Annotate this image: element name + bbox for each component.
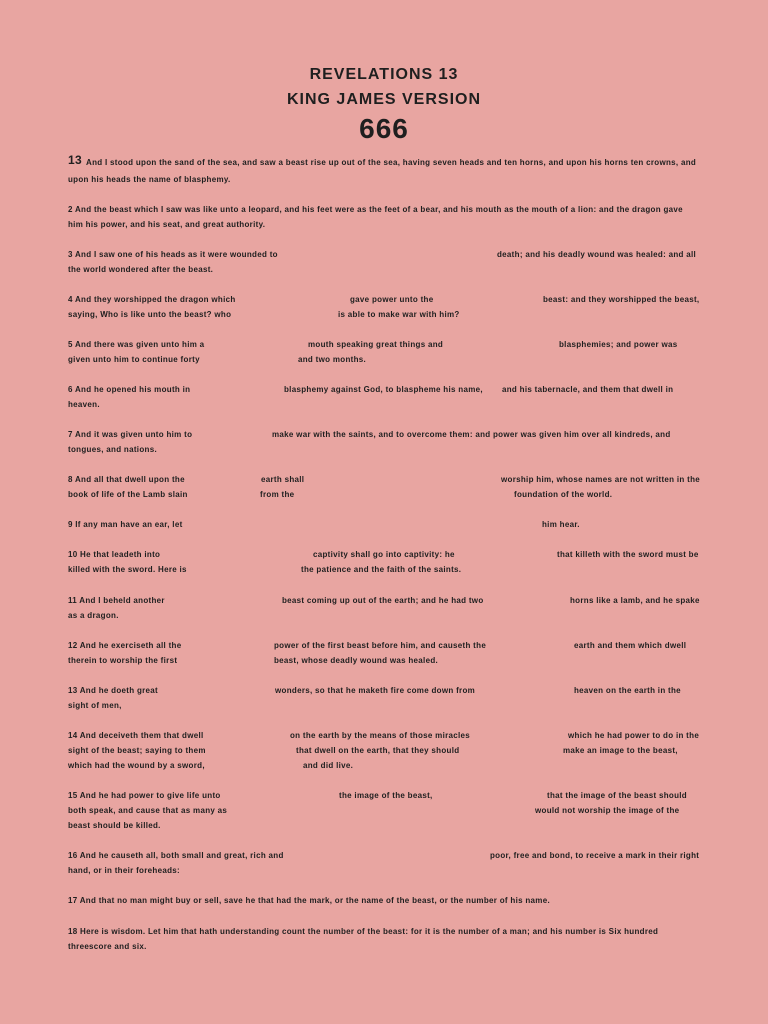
verse-line xyxy=(68,564,708,576)
verse-text: make war with the saints, and to overcome them: and power was given him over all kindreds, and xyxy=(272,430,671,439)
verse-text: 10 He that leadeth into xyxy=(68,550,161,559)
verse-text: 12 And he exerciseth all the xyxy=(68,641,182,650)
verse-line xyxy=(68,895,708,907)
verse-text: earth and them which dwell xyxy=(574,641,687,650)
verse-text: 8 And all that dwell upon the xyxy=(68,475,185,484)
verse-line xyxy=(68,941,708,953)
verse-line xyxy=(68,249,708,261)
verse-text: gave power unto the xyxy=(350,295,434,304)
verse-line xyxy=(68,685,708,697)
verse-line xyxy=(68,926,708,938)
verse-line xyxy=(68,309,708,321)
verse-text: 7 And it was given unto him to xyxy=(68,430,193,439)
verse-text: killed with the sword. Here is xyxy=(68,565,187,574)
verse-text: 15 And he had power to give life unto xyxy=(68,791,221,800)
verse-text: sight of the beast; saying to them xyxy=(68,746,206,755)
verse-line xyxy=(68,595,708,607)
verse-text: on the earth by the means of those miracles xyxy=(290,731,471,740)
verse-line xyxy=(68,204,708,216)
verse-text: him hear. xyxy=(542,520,580,529)
verse-line xyxy=(68,519,708,531)
verse-text: 14 And deceiveth them that dwell xyxy=(68,731,204,740)
verse-text: blasphemy against God, to blaspheme his name, xyxy=(284,385,483,394)
verse-line xyxy=(68,730,708,742)
verse-text: book of life of the Lamb slain xyxy=(68,490,188,499)
verse-text: threescore and six. xyxy=(68,942,147,951)
verse-line xyxy=(68,549,708,561)
verse-text: 5 And there was given unto him a xyxy=(68,340,205,349)
verse-text: beast coming up out of the earth; and he had two xyxy=(282,596,484,605)
verse-text: earth shall xyxy=(261,475,305,484)
verse-text: from the xyxy=(260,490,295,499)
verse-line xyxy=(68,474,708,486)
verse-text: mouth speaking great things and xyxy=(308,340,444,349)
verse-text: death; and his deadly wound was healed: and all xyxy=(497,250,697,259)
verse-text: 4 And they worshipped the dragon which xyxy=(68,295,236,304)
verse-line xyxy=(68,865,708,877)
verse-text: power of the first beast before him, and causeth the xyxy=(274,641,487,650)
verse-text: 18 Here is wisdom. Let him that hath understanding count the number of the beast: for it is the number of a man; and his number is Six hundred xyxy=(68,927,659,936)
verse-text: and two months. xyxy=(298,355,367,364)
verse-line xyxy=(68,820,708,832)
verse-text: beast should be killed. xyxy=(68,821,161,830)
verse-line xyxy=(68,174,708,186)
verse-text: 17 And that no man might buy or sell, save he that had the mark, or the name of the beast, or the number of his name. xyxy=(68,896,550,905)
verse-text: the image of the beast, xyxy=(339,791,433,800)
verse-text: 9 If any man have an ear, let xyxy=(68,520,183,529)
version-subtitle: KING JAMES VERSION xyxy=(286,91,482,108)
verse-text: is able to make war with him? xyxy=(338,310,460,319)
verse-line xyxy=(68,153,708,169)
verse-text: and did live. xyxy=(303,761,354,770)
verse-text: hand, or in their foreheads: xyxy=(68,866,180,875)
verse-text: make an image to the beast, xyxy=(563,746,678,755)
verse-text: 13 And he doeth great xyxy=(68,686,159,695)
verse-line xyxy=(68,745,708,757)
verse-text: tongues, and nations. xyxy=(68,445,157,454)
verse-line xyxy=(68,444,708,456)
verse-text: captivity shall go into captivity: he xyxy=(313,550,455,559)
verse-line xyxy=(68,264,708,276)
verse-text: And I stood upon the sand of the sea, and saw a beast rise up out of the sea, having seven heads and ten horns, and upon his horns ten crowns, and xyxy=(86,158,697,167)
verse-text: worship him, whose names are not written in the xyxy=(501,475,701,484)
verse-text: the patience and the faith of the saints. xyxy=(301,565,462,574)
verse-line xyxy=(68,384,708,396)
verse-text: 16 And he causeth all, both small and great, rich and xyxy=(68,851,284,860)
chapter-number: 13 xyxy=(68,153,82,167)
verse-text: upon his heads the name of blasphemy. xyxy=(68,175,231,184)
verse-text: given unto him to continue forty xyxy=(68,355,200,364)
verse-text: wonders, so that he maketh fire come down from xyxy=(275,686,476,695)
verse-text: him his power, and his seat, and great authority. xyxy=(68,220,266,229)
verse-text: that the image of the beast should xyxy=(547,791,687,800)
verse-line xyxy=(68,760,708,772)
verse-line xyxy=(68,655,708,667)
verse-line xyxy=(68,429,708,441)
verse-text: and his tabernacle, and them that dwell in xyxy=(502,385,674,394)
number-heading: 666 xyxy=(359,113,409,144)
verse-text: blasphemies; and power was xyxy=(559,340,678,349)
verse-text: both speak, and cause that as many as xyxy=(68,806,228,815)
verse-text: sight of men, xyxy=(68,701,122,710)
verse-line xyxy=(68,805,708,817)
verse-text: heaven. xyxy=(68,400,100,409)
verse-line xyxy=(68,339,708,351)
verse-text: therein to worship the first xyxy=(68,656,178,665)
verse-line xyxy=(68,354,708,366)
verse-text: saying, Who is like unto the beast? who xyxy=(68,310,232,319)
verse-line xyxy=(68,219,708,231)
verse-line xyxy=(68,790,708,802)
page-title: REVELATIONS 13 xyxy=(309,66,459,83)
verse-text: that dwell on the earth, that they should xyxy=(296,746,460,755)
verse-text: poor, free and bond, to receive a mark in their right xyxy=(490,851,700,860)
verse-text: heaven on the earth in the xyxy=(574,686,681,695)
verse-text: as a dragon. xyxy=(68,611,119,620)
verse-line xyxy=(68,294,708,306)
verse-text: beast: and they worshipped the beast, xyxy=(543,295,700,304)
verse-line xyxy=(68,610,708,622)
verse-text: that killeth with the sword must be xyxy=(557,550,699,559)
verse-line xyxy=(68,640,708,652)
verse-line xyxy=(68,700,708,712)
verse-line xyxy=(68,489,708,501)
verse-text: which had the wound by a sword, xyxy=(68,761,205,770)
verse-text: beast, whose deadly wound was healed. xyxy=(274,656,439,665)
verse-text: 11 And I beheld another xyxy=(68,596,165,605)
verse-text: which he had power to do in the xyxy=(568,731,700,740)
verse-line xyxy=(68,399,708,411)
verse-text: 2 And the beast which I saw was like unto a leopard, and his feet were as the feet of a bear, and his mouth as the mouth of a lion: and the dragon gave xyxy=(68,205,683,214)
verse-text: 6 And he opened his mouth in xyxy=(68,385,191,394)
verse-text: 3 And I saw one of his heads as it were wounded to xyxy=(68,250,278,259)
verse-text: the world wondered after the beast. xyxy=(68,265,214,274)
verse-text: would not worship the image of the xyxy=(535,806,680,815)
verse-line xyxy=(68,850,708,862)
verse-text: foundation of the world. xyxy=(514,490,613,499)
verse-text: horns like a lamb, and he spake xyxy=(570,596,700,605)
